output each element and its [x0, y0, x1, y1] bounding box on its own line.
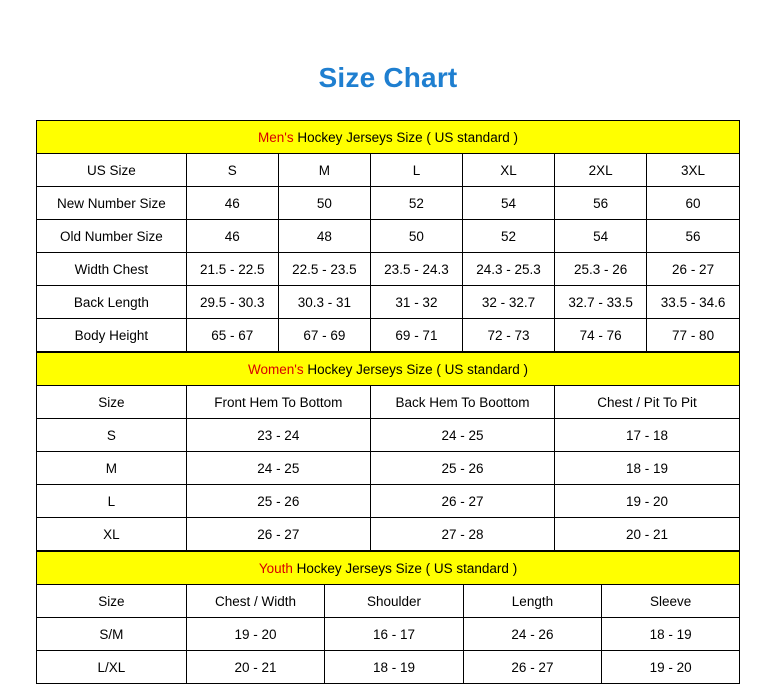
tables-container — [36, 120, 740, 684]
mens-row-3-cell-1: 29.5 - 30.3 — [186, 286, 278, 319]
mens-row-4-cell-5: 74 - 76 — [555, 319, 647, 352]
mens-row-4-cell-1: 65 - 67 — [186, 319, 278, 352]
youth-row-0-cell-4: 18 - 19 — [602, 618, 740, 651]
youth-banner-cell — [37, 552, 740, 585]
mens-row-0-cell-6: 60 — [647, 187, 740, 220]
mens-header-cell-5: 2XL — [555, 154, 647, 187]
mens-row-3-cell-6: 33.5 - 34.6 — [647, 286, 740, 319]
womens-banner-row — [37, 353, 740, 386]
youth-row-1-cell-3: 26 - 27 — [463, 651, 601, 684]
mens-row-3-cell-3: 31 - 32 — [370, 286, 462, 319]
mens-row-1-cell-6: 56 — [647, 220, 740, 253]
table-row — [37, 618, 740, 651]
womens-row-0-cell-2: 24 - 25 — [370, 419, 554, 452]
womens-row-2-cell-2: 26 - 27 — [370, 485, 554, 518]
mens-header-cell-1: S — [186, 154, 278, 187]
mens-banner-accent: Men's — [258, 129, 294, 145]
youth-size-table — [36, 551, 740, 684]
mens-size-table — [36, 120, 740, 352]
womens-header-cell-1: Front Hem To Bottom — [186, 386, 370, 419]
table-row — [37, 187, 740, 220]
womens-row-0-cell-3: 17 - 18 — [555, 419, 740, 452]
womens-row-1-cell-2: 25 - 26 — [370, 452, 554, 485]
mens-row-0-cell-5: 56 — [555, 187, 647, 220]
mens-row-1-cell-2: 48 — [278, 220, 370, 253]
mens-row-0-cell-3: 52 — [370, 187, 462, 220]
mens-header-cell-0: US Size — [37, 154, 187, 187]
youth-header-cell-3: Length — [463, 585, 601, 618]
womens-row-2-cell-3: 19 - 20 — [555, 485, 740, 518]
youth-row-1-label: L/XL — [37, 651, 187, 684]
mens-row-2-cell-2: 22.5 - 23.5 — [278, 253, 370, 286]
table-row — [37, 220, 740, 253]
mens-row-4-cell-3: 69 - 71 — [370, 319, 462, 352]
womens-banner-cell — [37, 353, 740, 386]
youth-header-cell-2: Shoulder — [325, 585, 463, 618]
youth-row-1-cell-2: 18 - 19 — [325, 651, 463, 684]
mens-row-3-cell-5: 32.7 - 33.5 — [555, 286, 647, 319]
youth-banner-row — [37, 552, 740, 585]
womens-row-3-cell-3: 20 - 21 — [555, 518, 740, 551]
mens-row-2-cell-3: 23.5 - 24.3 — [370, 253, 462, 286]
page-title: Size Chart — [318, 62, 458, 93]
youth-header-row — [37, 585, 740, 618]
table-row — [37, 419, 740, 452]
table-row — [37, 485, 740, 518]
mens-row-4-cell-4: 72 - 73 — [462, 319, 554, 352]
womens-row-1-cell-1: 24 - 25 — [186, 452, 370, 485]
mens-row-1-cell-4: 52 — [462, 220, 554, 253]
mens-header-cell-6: 3XL — [647, 154, 740, 187]
womens-row-0-cell-1: 23 - 24 — [186, 419, 370, 452]
mens-row-2-cell-5: 25.3 - 26 — [555, 253, 647, 286]
table-row — [37, 286, 740, 319]
mens-row-1-label: Old Number Size — [37, 220, 187, 253]
table-row — [37, 518, 740, 551]
mens-row-4-cell-2: 67 - 69 — [278, 319, 370, 352]
mens-row-4-cell-6: 77 - 80 — [647, 319, 740, 352]
youth-row-0-cell-2: 16 - 17 — [325, 618, 463, 651]
womens-row-1-label: M — [37, 452, 187, 485]
youth-header-cell-1: Chest / Width — [186, 585, 324, 618]
womens-row-3-cell-1: 26 - 27 — [186, 518, 370, 551]
mens-header-cell-2: M — [278, 154, 370, 187]
youth-banner-rest: Hockey Jerseys Size ( US standard ) — [292, 560, 518, 576]
womens-header-cell-3: Chest / Pit To Pit — [555, 386, 740, 419]
mens-banner-row — [37, 121, 740, 154]
mens-row-0-cell-4: 54 — [462, 187, 554, 220]
womens-header-row — [37, 386, 740, 419]
womens-header-cell-0: Size — [37, 386, 187, 419]
womens-banner-accent: Women's — [248, 361, 304, 377]
mens-row-3-cell-4: 32 - 32.7 — [462, 286, 554, 319]
mens-row-0-cell-1: 46 — [186, 187, 278, 220]
mens-row-2-cell-4: 24.3 - 25.3 — [462, 253, 554, 286]
mens-row-2-cell-1: 21.5 - 22.5 — [186, 253, 278, 286]
mens-header-cell-3: L — [370, 154, 462, 187]
youth-row-0-label: S/M — [37, 618, 187, 651]
womens-banner-rest: Hockey Jerseys Size ( US standard ) — [303, 361, 528, 377]
mens-row-0-label: New Number Size — [37, 187, 187, 220]
mens-header-cell-4: XL — [462, 154, 554, 187]
womens-size-table — [36, 352, 740, 551]
womens-row-2-cell-1: 25 - 26 — [186, 485, 370, 518]
womens-row-2-label: L — [37, 485, 187, 518]
womens-header-cell-2: Back Hem To Boottom — [370, 386, 554, 419]
womens-row-1-cell-3: 18 - 19 — [555, 452, 740, 485]
youth-row-0-cell-3: 24 - 26 — [463, 618, 601, 651]
mens-header-row — [37, 154, 740, 187]
womens-row-3-cell-2: 27 - 28 — [370, 518, 554, 551]
womens-row-0-label: S — [37, 419, 187, 452]
table-row — [37, 253, 740, 286]
table-row — [37, 651, 740, 684]
mens-row-3-label: Back Length — [37, 286, 187, 319]
mens-row-1-cell-1: 46 — [186, 220, 278, 253]
youth-header-cell-0: Size — [37, 585, 187, 618]
youth-row-1-cell-1: 20 - 21 — [186, 651, 324, 684]
youth-row-1-cell-4: 19 - 20 — [602, 651, 740, 684]
table-row — [37, 452, 740, 485]
youth-banner-accent: Youth — [258, 560, 293, 576]
mens-row-4-label: Body Height — [37, 319, 187, 352]
mens-row-1-cell-5: 54 — [555, 220, 647, 253]
table-row — [37, 319, 740, 352]
mens-row-0-cell-2: 50 — [278, 187, 370, 220]
womens-row-3-label: XL — [37, 518, 187, 551]
youth-header-cell-4: Sleeve — [602, 585, 740, 618]
mens-banner-rest: Hockey Jerseys Size ( US standard ) — [293, 129, 518, 145]
mens-row-2-label: Width Chest — [37, 253, 187, 286]
mens-row-2-cell-6: 26 - 27 — [647, 253, 740, 286]
youth-row-0-cell-1: 19 - 20 — [186, 618, 324, 651]
mens-row-1-cell-3: 50 — [370, 220, 462, 253]
mens-banner-cell — [37, 121, 740, 154]
mens-row-3-cell-2: 30.3 - 31 — [278, 286, 370, 319]
